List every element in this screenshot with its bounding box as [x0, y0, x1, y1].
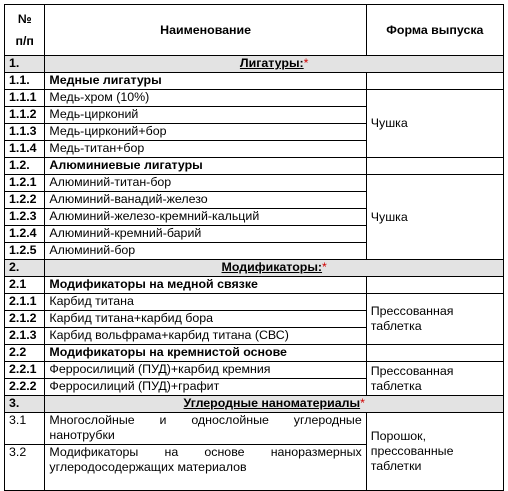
form-cell [366, 413, 503, 491]
item-row [5, 294, 504, 311]
group-title: Медные лигатуры [45, 73, 366, 90]
asterisk-mark: * [360, 396, 365, 410]
group-title: Модификаторы на медной связке [45, 277, 366, 294]
item-name: Алюминий-кремний-барий [45, 226, 366, 243]
section-title [45, 396, 504, 413]
form-cell [366, 362, 503, 396]
empty-form-cell [366, 345, 503, 362]
item-name: Ферросилиций (ПУД)+карбид кремния [45, 362, 366, 379]
section-row [5, 56, 504, 73]
form-line: Порошок, [370, 429, 427, 443]
item-num: 1.2.3 [5, 209, 45, 226]
item-name: Медь-цирконий [45, 107, 366, 124]
item-name: Ферросилиций (ПУД)+графит [45, 379, 366, 396]
asterisk-mark: * [322, 260, 327, 274]
item-num: 1.1.1 [5, 90, 45, 107]
empty-form-cell [366, 73, 503, 90]
products-table [4, 4, 504, 491]
item-num: 2.1.3 [5, 328, 45, 345]
item-num: 1.1.4 [5, 141, 45, 158]
item-name: Алюминий-железо-кремний-кальций [45, 209, 366, 226]
item-name: Модификаторы на основе наноразмерных углеродосодержащих материалов [45, 445, 366, 491]
item-name: Карбид титана [45, 294, 366, 311]
asterisk-mark: * [303, 56, 309, 70]
item-name: Медь-цирконий+бор [45, 124, 366, 141]
group-row [5, 277, 504, 294]
header-row [5, 5, 504, 56]
item-num: 1.2.2 [5, 192, 45, 209]
form-line: таблетки [370, 459, 422, 473]
header-form: Форма выпуска [366, 5, 503, 56]
item-num: 1.2.1 [5, 175, 45, 192]
group-title: Алюминиевые лигатуры [45, 158, 366, 175]
group-num: 2.2 [5, 345, 45, 362]
group-row [5, 73, 504, 90]
empty-form-cell [366, 277, 503, 294]
group-title: Модификаторы на кремнистой основе [45, 345, 366, 362]
empty-form-cell [366, 158, 503, 175]
header-name: Наименование [45, 5, 366, 56]
item-num: 2.1.2 [5, 311, 45, 328]
group-num: 2.1 [5, 277, 45, 294]
item-num: 1.1.2 [5, 107, 45, 124]
item-row [5, 362, 504, 379]
item-name: Медь-титан+бор [45, 141, 366, 158]
item-row [5, 413, 504, 445]
form-cell: Чушка [366, 175, 503, 260]
item-name: Карбид титана+карбид бора [45, 311, 366, 328]
group-num: 1.2. [5, 158, 45, 175]
section-num: 2. [5, 260, 45, 277]
form-line: прессованные [370, 444, 454, 458]
form-line: таблетка [370, 319, 422, 333]
item-num: 1.2.4 [5, 226, 45, 243]
item-row [5, 175, 504, 192]
form-line: Прессованная [370, 304, 454, 318]
item-name: Медь-хром (10%) [45, 90, 366, 107]
form-cell: Чушка [366, 90, 503, 158]
item-num: 2.1.1 [5, 294, 45, 311]
group-row [5, 345, 504, 362]
item-num: 3.2 [5, 445, 45, 491]
item-name: Алюминий-бор [45, 243, 366, 260]
form-line: Прессованная [370, 363, 454, 378]
item-name: Алюминий-ванадий-железо [45, 192, 366, 209]
item-row [5, 90, 504, 107]
group-num: 1.1. [5, 73, 45, 90]
section-row [5, 260, 504, 277]
item-name: Многослойные и однослойные углеродные нанотрубки [45, 413, 366, 445]
item-num: 3.1 [5, 413, 45, 445]
item-name: Алюминий-титан-бор [45, 175, 366, 192]
header-num-line2: п/п [15, 34, 34, 48]
section-num: 1. [5, 56, 45, 73]
item-num: 1.2.5 [5, 243, 45, 260]
item-num: 1.1.3 [5, 124, 45, 141]
section-title-text: Модификаторы: [221, 260, 323, 274]
item-num: 2.2.1 [5, 362, 45, 379]
form-line: таблетка [370, 378, 422, 393]
header-num [5, 5, 45, 56]
section-title-text: Лигатуры: [239, 56, 304, 70]
section-title [45, 260, 504, 277]
item-num: 2.2.2 [5, 379, 45, 396]
section-title-text: Углеродные наноматериалы [183, 396, 361, 410]
group-row [5, 158, 504, 175]
section-row [5, 396, 504, 413]
section-num: 3. [5, 396, 45, 413]
header-num-line1: № [17, 12, 32, 26]
form-cell [366, 294, 503, 345]
item-name: Карбид вольфрама+карбид титана (СВС) [45, 328, 366, 345]
section-title [45, 56, 504, 73]
